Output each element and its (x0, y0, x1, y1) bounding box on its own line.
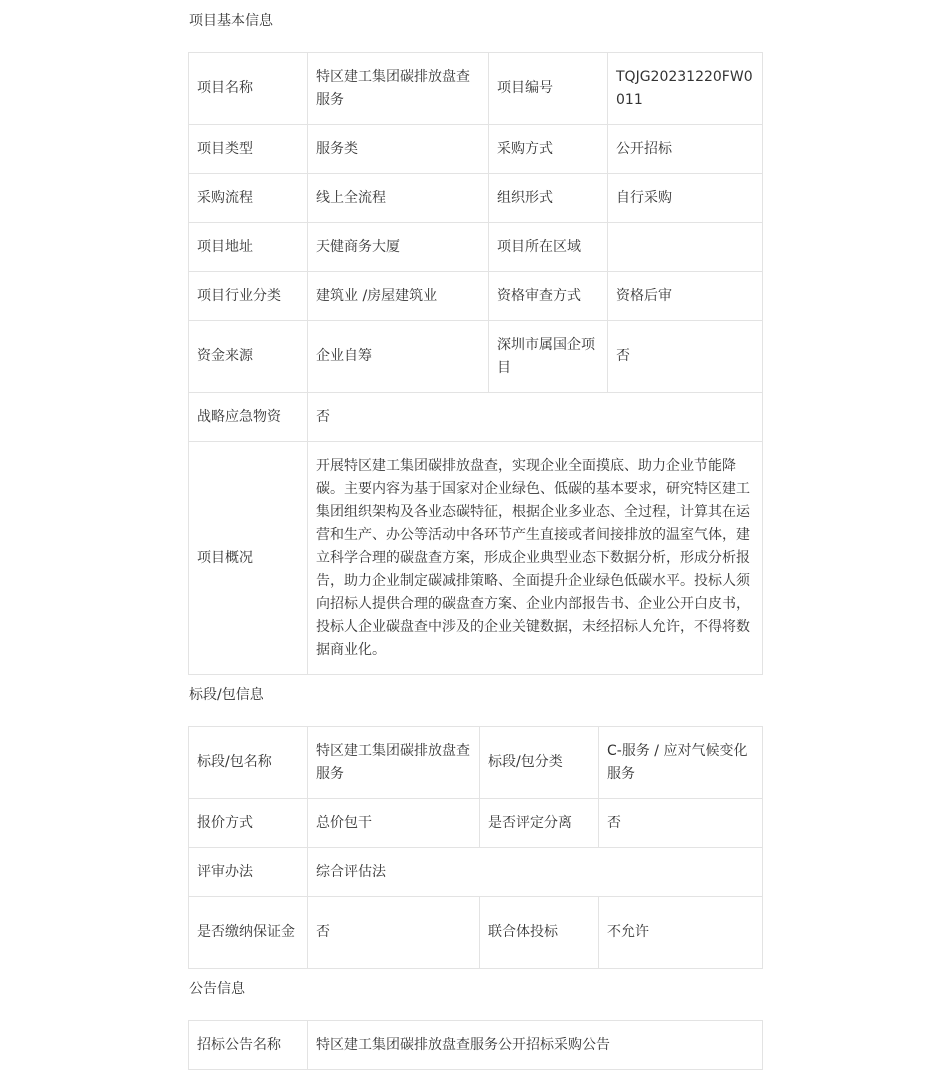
table-row (189, 442, 763, 675)
overview-label: 项目概况 (189, 442, 308, 675)
consortium-value: 不允许 (599, 897, 763, 969)
notice-name-value: 特区建工集团碳排放盘查服务公开招标采购公告 (308, 1021, 763, 1070)
table-row (189, 272, 763, 321)
state-owned-value: 否 (608, 321, 763, 393)
eval-method-value: 综合评估法 (308, 848, 763, 897)
overview-value: 开展特区建工集团碳排放盘查，实现企业全面摸底、助力企业节能降碳。主要内容为基于国家对企业绿色、低碳的基本要求，研究特区建工集团组织架构及各业态碳特征，根据企业多业态、全过程，计算其在运营和生产、办公等活动中各环节产生直接或者间接排放的温室气体，建立科学合理的碳盘查方案，形成企业典型业态下数据分析，形成分析报告，助力企业制定碳减排策略、全面提升企业绿色低碳水平。投标人须向招标人提供合理的碳盘查方案、企业内部报告书、企业公开白皮书，投标人企业碳盘查中涉及的企业关键数据，未经招标人允许，不得将数据商业化。 (308, 442, 763, 675)
address-value: 天健商务大厦 (308, 223, 489, 272)
project-name-label: 项目名称 (189, 53, 308, 125)
region-label: 项目所在区域 (489, 223, 608, 272)
section-title-basic-info: 项目基本信息 (189, 13, 273, 29)
table-row (189, 321, 763, 393)
purchase-flow-value: 线上全流程 (308, 174, 489, 223)
table-row (189, 727, 763, 799)
state-owned-label: 深圳市属国企项目 (489, 321, 608, 393)
purchase-flow-label: 采购流程 (189, 174, 308, 223)
lot-name-label: 标段/包名称 (189, 727, 308, 799)
table-row (189, 848, 763, 897)
lot-info-table (188, 726, 763, 969)
eval-method-label: 评审办法 (189, 848, 308, 897)
quote-method-label: 报价方式 (189, 799, 308, 848)
industry-label: 项目行业分类 (189, 272, 308, 321)
org-form-value: 自行采购 (608, 174, 763, 223)
fund-source-label: 资金来源 (189, 321, 308, 393)
lot-name-value: 特区建工集团碳排放盘查服务 (308, 727, 480, 799)
table-row (189, 174, 763, 223)
fund-source-value: 企业自筹 (308, 321, 489, 393)
table-row (189, 799, 763, 848)
lot-category-label: 标段/包分类 (480, 727, 599, 799)
project-no-value: TQJG20231220FW0011 (608, 53, 763, 125)
purchase-method-value: 公开招标 (608, 125, 763, 174)
lot-category-value: C-服务 / 应对气候变化服务 (599, 727, 763, 799)
org-form-label: 组织形式 (489, 174, 608, 223)
section-title-notice-info: 公告信息 (189, 981, 245, 997)
section-title-lot-info: 标段/包信息 (189, 687, 264, 703)
address-label: 项目地址 (189, 223, 308, 272)
strategic-value: 否 (308, 393, 763, 442)
notice-info-table (188, 1020, 763, 1070)
quote-method-value: 总价包干 (308, 799, 480, 848)
basic-info-table (188, 52, 763, 675)
table-row (189, 897, 763, 969)
table-row (189, 223, 763, 272)
table-row (189, 1021, 763, 1070)
deposit-label: 是否缴纳保证金 (189, 897, 308, 969)
project-name-value: 特区建工集团碳排放盘查服务 (308, 53, 489, 125)
project-no-label: 项目编号 (489, 53, 608, 125)
deposit-value: 否 (308, 897, 480, 969)
qualification-value: 资格后审 (608, 272, 763, 321)
table-row (189, 393, 763, 442)
strategic-label: 战略应急物资 (189, 393, 308, 442)
separation-label: 是否评定分离 (480, 799, 599, 848)
separation-value: 否 (599, 799, 763, 848)
notice-name-label: 招标公告名称 (189, 1021, 308, 1070)
table-row (189, 125, 763, 174)
table-row (189, 53, 763, 125)
project-type-label: 项目类型 (189, 125, 308, 174)
region-value (608, 223, 763, 272)
consortium-label: 联合体投标 (480, 897, 599, 969)
purchase-method-label: 采购方式 (489, 125, 608, 174)
industry-value: 建筑业 /房屋建筑业 (308, 272, 489, 321)
project-type-value: 服务类 (308, 125, 489, 174)
qualification-label: 资格审查方式 (489, 272, 608, 321)
